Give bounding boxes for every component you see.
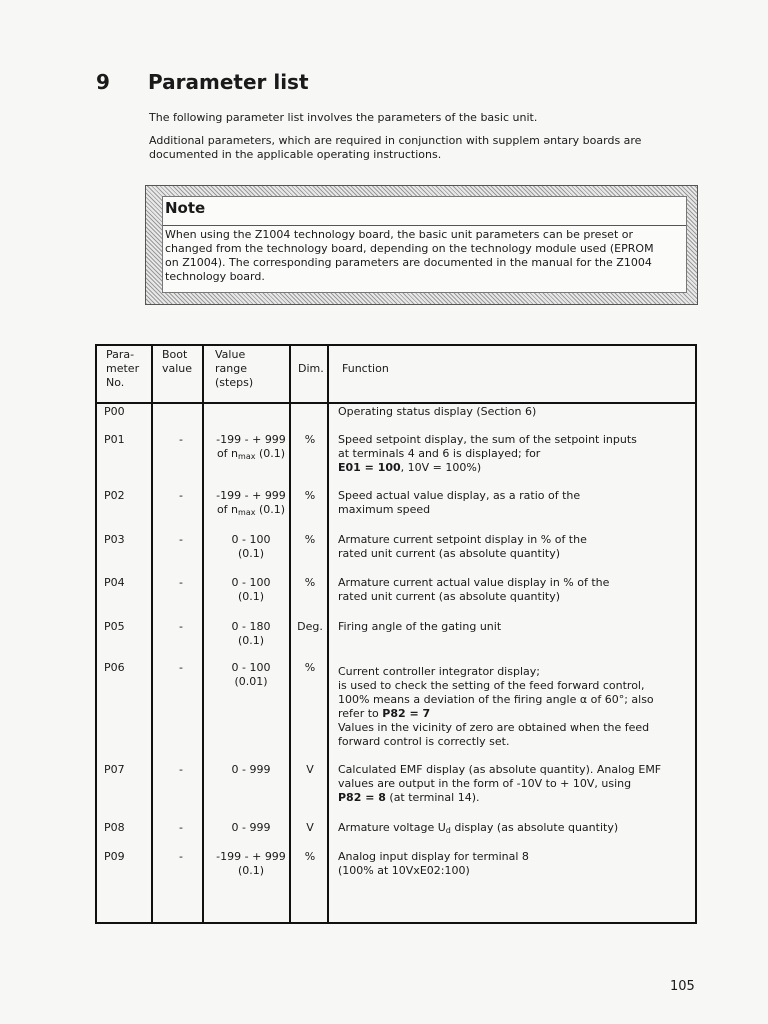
header-divider	[97, 402, 695, 404]
value-range	[208, 620, 294, 648]
value-range	[208, 850, 294, 878]
function-line: Armature current actual value display in % of the	[338, 576, 610, 589]
function-line: values are output in the form of -10V to + 10V, using	[338, 777, 632, 790]
function-line-tail: display (as absolute quantity)	[450, 821, 619, 834]
function-line: Values in the vicinity of zero are obtained when the feed	[338, 721, 650, 734]
note-box	[145, 185, 698, 305]
value-range	[208, 576, 294, 604]
range-nmax-sub: max	[238, 452, 256, 461]
header-boot-value: Boot value	[162, 348, 193, 375]
param-id: P00	[104, 405, 125, 418]
function-line	[338, 791, 690, 805]
boot-value: -	[179, 763, 183, 776]
dimension: %	[304, 661, 316, 674]
intro-text-2a: Additional parameters, which are required in conjunction with supplem əntary boards are	[149, 134, 642, 147]
range-line: -199 - + 999	[216, 433, 286, 446]
param-id: P05	[104, 620, 125, 633]
range-step: (0.1)	[237, 634, 265, 647]
dimension: Deg.	[297, 620, 323, 633]
function-line-text: refer to	[338, 707, 379, 720]
value-range	[208, 763, 294, 777]
page-number: 105	[670, 979, 695, 994]
range-nmax-prefix: of n	[216, 447, 239, 460]
range-nmax	[208, 447, 294, 461]
header-parameter: Para- meter No.	[106, 348, 140, 389]
function-text	[338, 489, 690, 517]
bold-setting: E01 = 100	[338, 461, 401, 474]
parameter-table	[95, 344, 697, 924]
param-id: P01	[104, 433, 125, 446]
function-text	[338, 620, 690, 634]
function-text	[338, 821, 690, 835]
boot-value: -	[179, 576, 183, 589]
header-function: Function	[342, 362, 389, 375]
function-line	[338, 707, 690, 721]
range-nmax	[208, 503, 294, 517]
dimension: %	[304, 850, 316, 863]
range-step: (0.1)	[237, 590, 265, 603]
range-line: 0 - 180	[231, 620, 271, 633]
intro-paragraph-2	[149, 134, 689, 162]
range-nmax-prefix: of n	[216, 503, 239, 516]
value-range	[208, 661, 294, 689]
boot-value: -	[179, 489, 183, 502]
function-line: Speed actual value display, as a ratio of the	[338, 489, 581, 502]
note-title: Note	[165, 199, 206, 217]
value-range	[208, 433, 294, 461]
column-divider	[151, 346, 153, 922]
function-line-text: Armature voltage U	[338, 821, 446, 834]
function-line: Current controller integrator display;	[338, 665, 540, 678]
param-id: P09	[104, 850, 125, 863]
note-line: changed from the technology board, depending on the technology module used (EPROM	[165, 242, 654, 255]
bold-setting: P82 = 8	[338, 791, 386, 804]
range-line: 0 - 100	[231, 533, 271, 546]
value-range	[208, 821, 294, 835]
boot-value: -	[179, 433, 183, 446]
param-id: P04	[104, 576, 125, 589]
boot-value: -	[179, 533, 183, 546]
range-step: (0.1)	[237, 547, 265, 560]
value-range	[208, 489, 294, 517]
intro-paragraph-1	[149, 111, 689, 125]
function-line	[338, 821, 690, 835]
dimension: %	[304, 433, 316, 446]
value-range	[208, 533, 294, 561]
function-line: Calculated EMF display (as absolute quantity). Analog EMF	[338, 763, 662, 776]
dimension: V	[306, 763, 314, 776]
function-text	[338, 850, 690, 878]
function-line-tail: , 10V = 100%)	[400, 461, 482, 474]
function-line: Analog input display for terminal 8	[338, 850, 529, 863]
note-text	[165, 228, 678, 284]
intro-text-2b: documented in the applicable operating instructions.	[149, 148, 442, 161]
boot-value: -	[179, 661, 183, 674]
range-nmax-sub: max	[238, 508, 256, 517]
boot-value: -	[179, 620, 183, 633]
function-line: rated unit current (as absolute quantity)	[338, 547, 561, 560]
boot-value: -	[179, 850, 183, 863]
note-line: When using the Z1004 technology board, the basic unit parameters can be preset or	[165, 228, 634, 241]
header-dim: Dim.	[298, 362, 324, 375]
range-step: (0.01)	[234, 675, 268, 688]
function-line: (100% at 10VxE02:100)	[338, 864, 470, 877]
function-text	[338, 763, 690, 805]
note-divider	[163, 225, 686, 226]
dimension: %	[304, 576, 316, 589]
function-line: rated unit current (as absolute quantity)	[338, 590, 561, 603]
range-line: 0 - 100	[231, 576, 271, 589]
note-line: on Z1004). The corresponding parameters are documented in the manual for the Z1004	[165, 256, 652, 269]
function-text	[338, 433, 690, 475]
function-line: at terminals 4 and 6 is displayed; for	[338, 447, 541, 460]
function-line: 100% means a deviation of the firing angle α of 60°; also	[338, 693, 654, 706]
param-id: P02	[104, 489, 125, 502]
header-value-range: Value range (steps)	[215, 348, 254, 389]
boot-value: -	[179, 821, 183, 834]
dimension: %	[304, 533, 316, 546]
param-id: P08	[104, 821, 125, 834]
intro-text-1: The following parameter list involves the parameters of the basic unit.	[149, 111, 538, 124]
function-line	[338, 461, 690, 475]
bold-setting: P82 = 7	[382, 707, 431, 720]
range-line: 0 - 999	[231, 763, 271, 776]
dimension: %	[304, 489, 316, 502]
param-id: P03	[104, 533, 125, 546]
function-line-tail: (at terminal 14).	[385, 791, 480, 804]
function-line: Armature current setpoint display in % of the	[338, 533, 587, 546]
section-number: 9	[96, 70, 110, 94]
function-line: Firing angle of the gating unit	[338, 620, 502, 633]
range-line: -199 - + 999	[216, 850, 286, 863]
subscript: d	[445, 826, 451, 835]
range-nmax-suffix: (0.1)	[255, 447, 286, 460]
function-text	[338, 665, 690, 749]
section-title: Parameter list	[148, 70, 309, 94]
param-id: P07	[104, 763, 125, 776]
range-line: 0 - 999	[231, 821, 271, 834]
function-text	[338, 405, 690, 419]
column-divider	[202, 346, 204, 922]
note-line: technology board.	[165, 270, 265, 283]
function-text	[338, 576, 690, 604]
function-line: Speed setpoint display, the sum of the setpoint inputs	[338, 433, 637, 446]
range-line: -199 - + 999	[216, 489, 286, 502]
section-heading	[96, 70, 309, 94]
note-panel	[162, 196, 687, 293]
function-line: forward control is correctly set.	[338, 735, 510, 748]
range-step: (0.1)	[237, 864, 265, 877]
param-id: P06	[104, 661, 125, 674]
dimension: V	[306, 821, 314, 834]
range-nmax-suffix: (0.1)	[255, 503, 286, 516]
function-text	[338, 533, 690, 561]
range-line: 0 - 100	[231, 661, 271, 674]
function-line: is used to check the setting of the feed forward control,	[338, 679, 645, 692]
function-line: Operating status display (Section 6)	[338, 405, 537, 418]
function-line: maximum speed	[338, 503, 431, 516]
